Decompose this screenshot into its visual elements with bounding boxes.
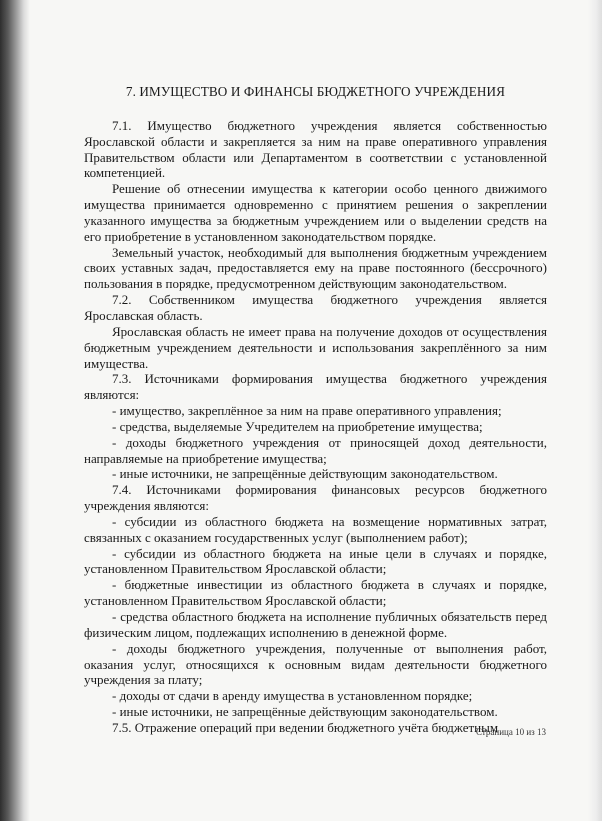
paragraph-land-plot: Земельный участок, необходимый для выполнения бюджетным учреждением своих уставных задач, предоставляется ему на праве постоянного (бессрочного) пользования в порядке, предусмотренном действующим законодательством.	[84, 244, 547, 292]
list-item: - средства областного бюджета на исполнение публичных обязательств перед физическим лицом, подлежащих исполнению в денежной форме.	[84, 609, 547, 640]
section-title: 7. ИМУЩЕСТВО И ФИНАНСЫ БЮДЖЕТНОГО УЧРЕЖДЕНИЯ	[125, 84, 506, 99]
list-item: - субсидии из областного бюджета на возмещение нормативных затрат, связанных с оказанием государственных услуг (выполнением работ);	[84, 513, 547, 545]
paragraph-valuable-property: Решение об отнесении имущества к категории особо ценного движимого имущества принимается одновременно с принятием решения о закреплении указанного имущества за бюджетным учреждением или о выделении средств на его приобретение в установленном законодательством порядке.	[84, 181, 547, 244]
list-item: - имущество, закреплённое за ним на праве оперативного управления;	[112, 403, 502, 419]
paragraph-7-4: 7.4. Источниками формирования финансовых ресурсов бюджетного учреждения являются:	[84, 482, 547, 514]
page-edge	[588, 0, 602, 821]
page-number: Страница 10 из 13	[476, 727, 546, 737]
paragraph-7-1: 7.1. Имущество бюджетного учреждения является собственностью Ярославской области и закрепляется за ним на праве оперативного управления Правительством области или Департаментом в соответствии с установленной компетенцией.	[84, 117, 547, 181]
list-item: - средства, выделяемые Учредителем на приобретение имущества;	[112, 418, 483, 434]
paragraph-7-2: 7.2. Собственником имущества бюджетного учреждения является Ярославская область.	[84, 292, 547, 323]
list-item: - иные источники, не запрещённые действующим законодательством.	[112, 466, 498, 482]
paragraph-7-5: 7.5. Отражение операций при ведении бюджетного учёта бюджетным	[112, 719, 499, 735]
list-item: - субсидии из областного бюджета на иные цели в случаях и порядке, установленном Правительством Ярославской области;	[84, 545, 547, 577]
list-item: - доходы бюджетного учреждения от приносящей доход деятельности, направляемые на приобретение имущества;	[84, 434, 547, 466]
binding-shadow	[0, 0, 30, 821]
list-item: - доходы бюджетного учреждения, полученные от выполнения работ, оказания услуг, относящихся к основным видам деятельности бюджетного учреждения за плату;	[84, 640, 547, 688]
paragraph-no-income: Ярославская область не имеет права на получение доходов от осуществления бюджетным учреждением деятельности и использования закреплённого за ним имущества.	[84, 323, 547, 371]
list-item: - доходы от сдачи в аренду имущества в установленном порядке;	[112, 688, 473, 704]
document-body	[84, 84, 547, 736]
paragraph-7-3: 7.3. Источниками формирования имущества бюджетного учреждения являются:	[84, 371, 547, 403]
list-item: - иные источники, не запрещённые действующим законодательством.	[112, 704, 498, 720]
list-item: - бюджетные инвестиции из областного бюджета в случаях и порядке, установленном Правительством Ярославской области;	[84, 577, 547, 609]
